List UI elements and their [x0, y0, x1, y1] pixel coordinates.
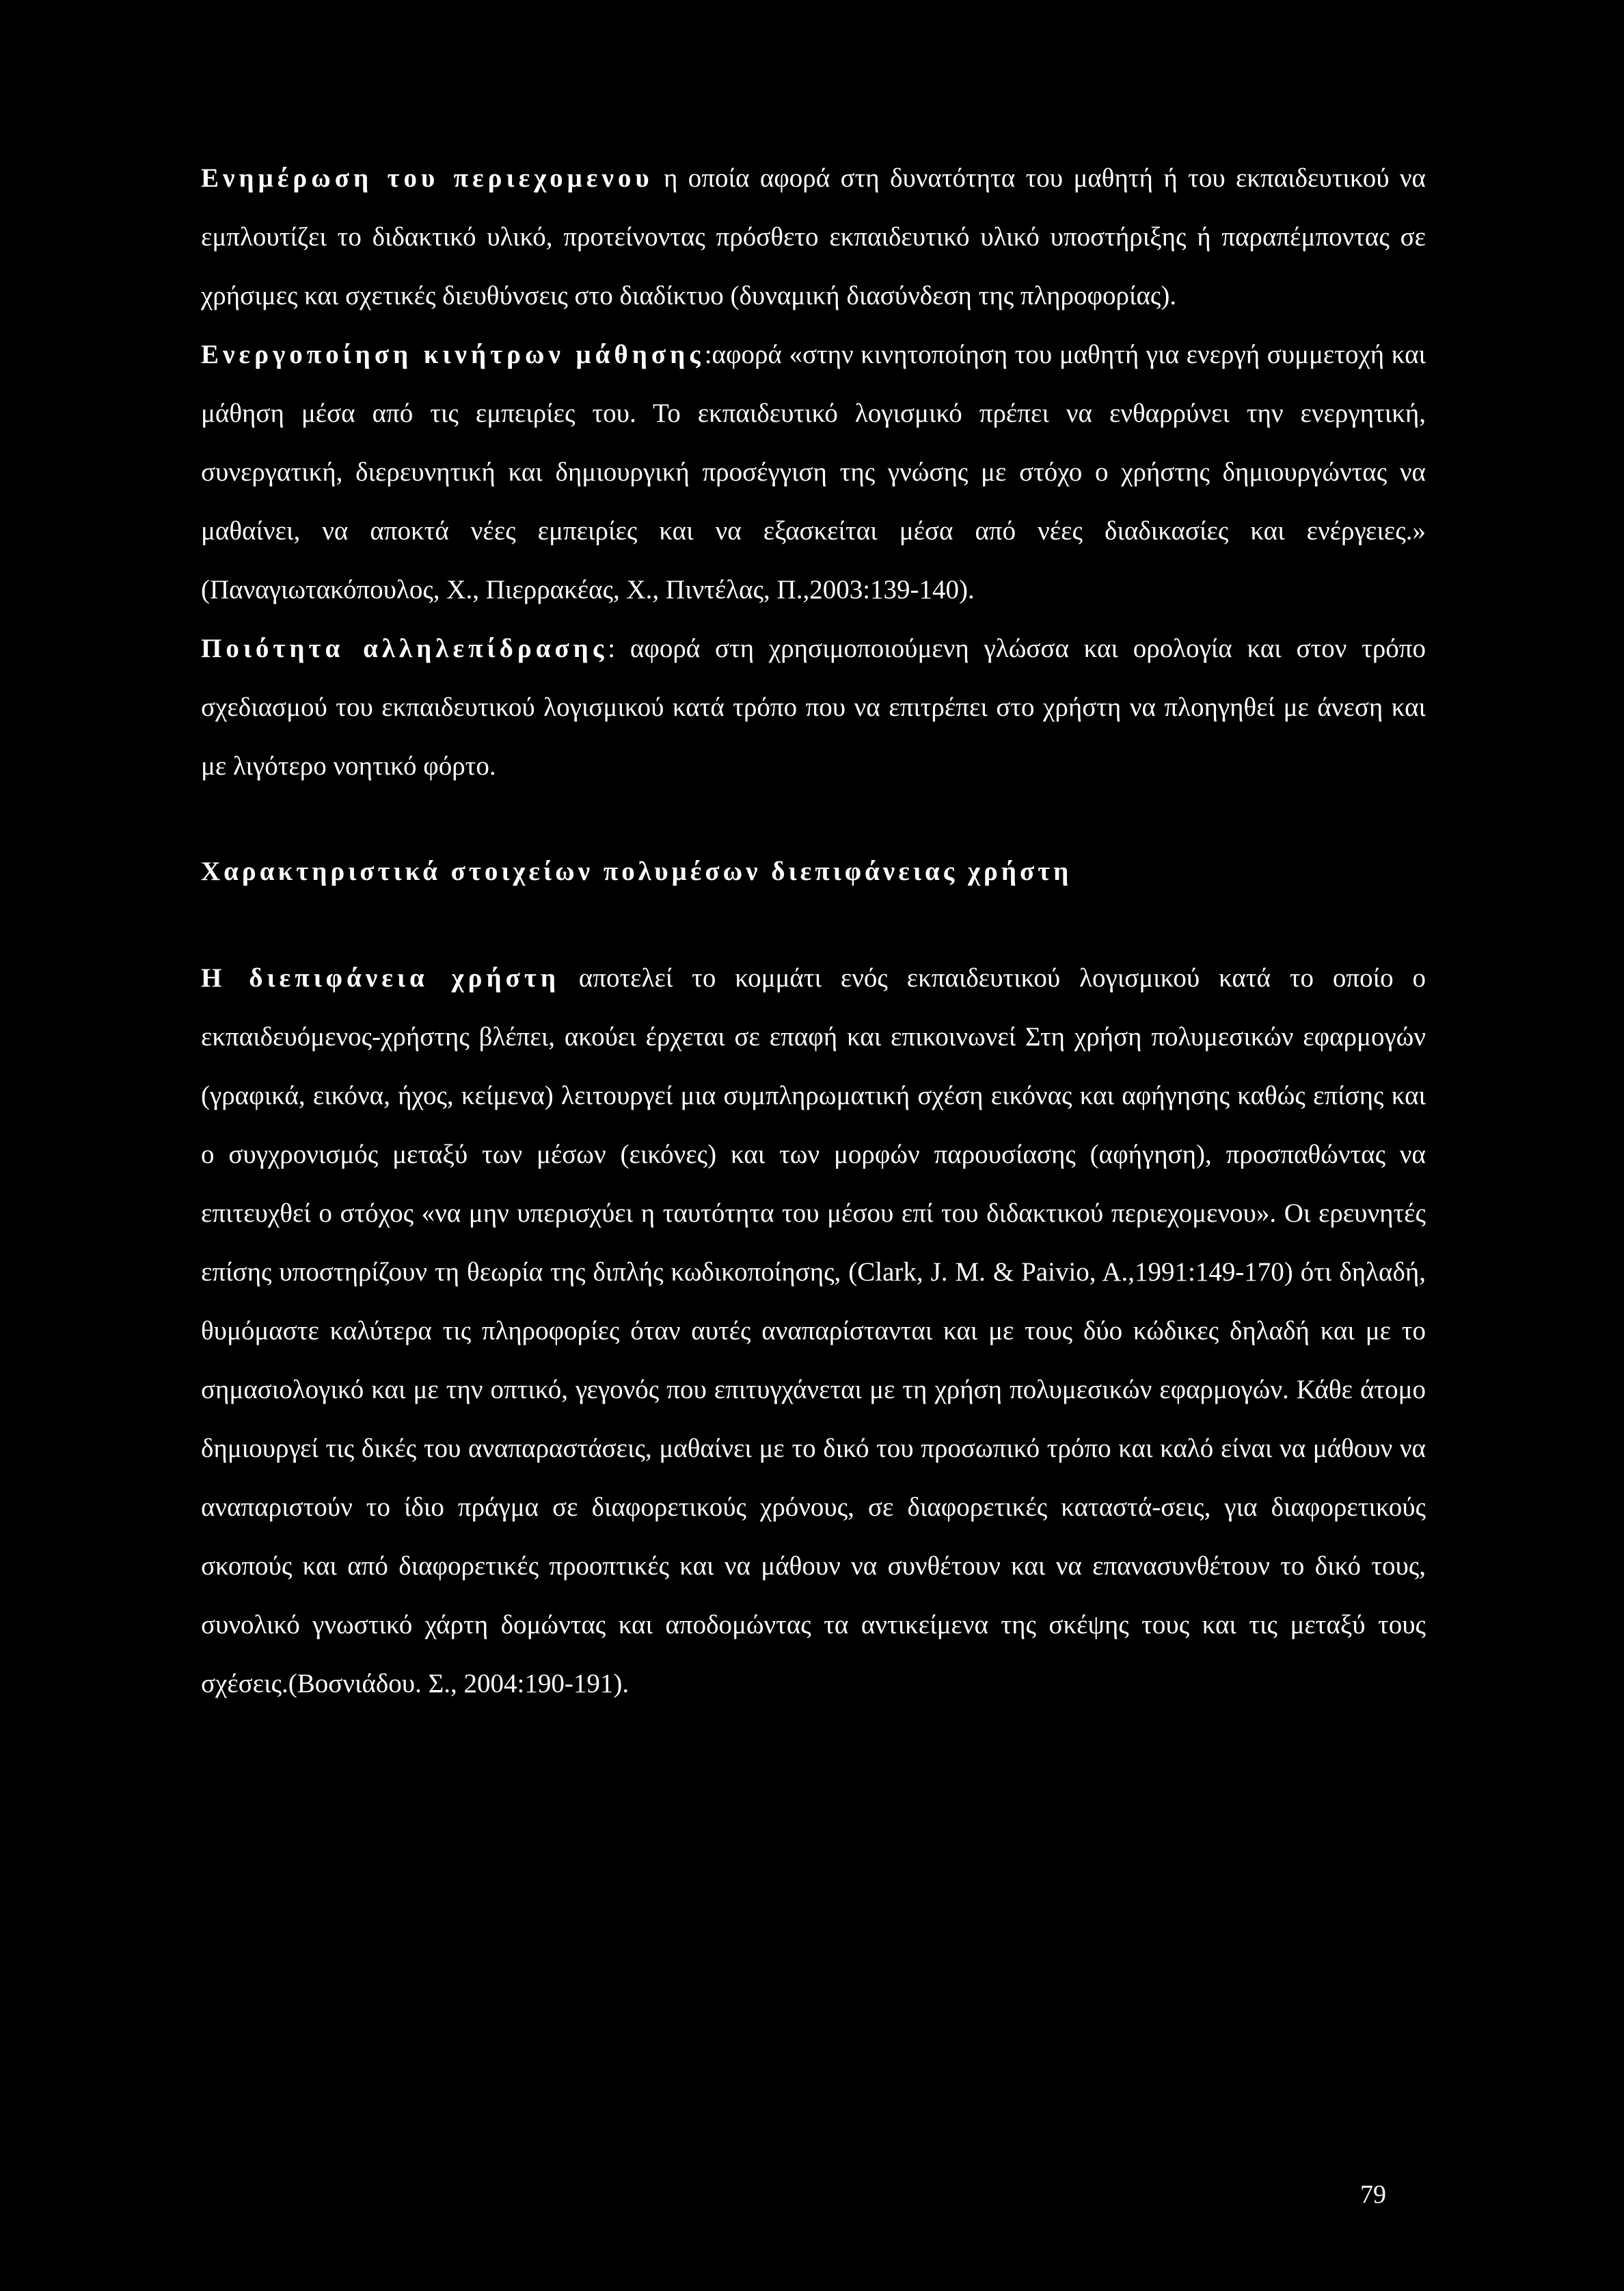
term-interaction-quality: Ποιότητα αλληλεπίδρασης	[201, 634, 608, 663]
term-learning-motivation: Ενεργοποίηση κινήτρων μάθησης	[201, 340, 705, 369]
section-heading: Χαρακτηριστικά στοιχείων πολυμέσων διεπιφάνειας χρήστη	[201, 857, 1072, 886]
paragraph-interaction-quality	[201, 619, 1426, 796]
paragraph-learning-motivation	[201, 325, 1426, 619]
paragraph-user-interface	[201, 949, 1426, 1713]
document-page	[201, 149, 1426, 1713]
paragraph-content-update	[201, 149, 1426, 325]
term-content-update: Ενημέρωση του περιεχομενου	[201, 163, 653, 193]
text-learning-motivation: :αφορά «στην κινητοποίηση του μαθητή για ενεργή συμμετοχή και μάθηση μέσα από τις εμπειρίες του. Το εκπαιδευτικό λογισμικό πρέπει να ενθαρρύνει την ενεργητική, συνεργατική, διερευνητική και δημιουργική προσέγγιση της γνώσης με στόχο ο χρήστης δημιουργώντας να μαθαίνει, να αποκτά νέες εμπειρίες και να εξασκείται μέσα από νέες διαδικασίες και ενέργειες.» (Παναγιωτακόπουλος, Χ., Πιερρακέας, Χ., Πιντέλας, Π.,2003:139-140).	[201, 340, 1426, 604]
page-number: 79	[1360, 2180, 1386, 2209]
text-content-update: η οποία αφορά στη δυνατότητα του μαθητή ή του εκπαιδευτικού να εμπλουτίζει το διδακτικό υλικό, προτείνοντας πρόσθετο εκπαιδευτικό υλικό υποστήριξης ή παραπέμποντας σε χρήσιμες και σχετικές διευθύνσεις στο διαδίκτυο (δυναμική διασύνδεση της πληροφορίας).	[201, 163, 1426, 310]
text-user-interface: αποτελεί το κομμάτι ενός εκπαιδευτικού λογισμικού κατά το οποίο ο εκπαιδευόμενος-χρήστης βλέπει, ακούει έρχεται σε επαφή και επικοινωνεί Στη χρήση πολυμεσικών εφαρμογών (γραφικά, εικόνα, ήχος, κείμενα) λειτουργεί μια συμπληρωματική σχέση εικόνας και αφήγησης καθώς επίσης και ο συγχρονισμός μεταξύ των μέσων (εικόνες) και των μορφών παρουσίασης (αφήγηση), προσπαθώντας να επιτευχθεί ο στόχος «να μην υπερισχύει η ταυτότητα του μέσου επί του διδακτικού περιεχομενου». Οι ερευνητές επίσης υποστηρίζουν τη θεωρία της διπλής κωδικοποίησης, (Clark, J. M. & Paivio, A.,1991:149-170) ότι δηλαδή, θυμόμαστε καλύτερα τις πληροφορίες όταν αυτές αναπαρίστανται και με τους δύο κώδικες δηλαδή και με το σημασιολογικό και με την οπτικό, γεγονός που επιτυγχάνεται με τη χρήση πολυμεσικών εφαρμογών. Κάθε άτομο δημιουργεί τις δικές του αναπαραστάσεις, μαθαίνει με το δικό του προσωπικό τρόπο και καλό είναι να μάθουν να αναπαριστούν το ίδιο πράγμα σε διαφορετικούς χρόνους, σε διαφορετικές καταστά-σεις, για διαφορετικούς σκοπούς και από διαφορετικές προοπτικές και να μάθουν να συνθέτουν και να επανασυνθέτουν το δικό τους, συνολικό γνωστικό χάρτη δομώντας και αποδομώντας τα αντικείμενα της σκέψης τους και τις μεταξύ τους σχέσεις.(Βοσνιάδου. Σ., 2004:190-191).	[201, 963, 1426, 1698]
text-interaction-quality: : αφορά στη χρησιμοποιούμενη γλώσσα και ορολογία και στον τρόπο σχεδιασμού του εκπαιδευτικού λογισμικού κατά τρόπο που να επιτρέπει στο χρήστη να πλοηγηθεί με άνεση και με λιγότερο νοητικό φόρτο.	[201, 634, 1426, 781]
term-user-interface: Η διεπιφάνεια χρήστη	[201, 963, 560, 993]
